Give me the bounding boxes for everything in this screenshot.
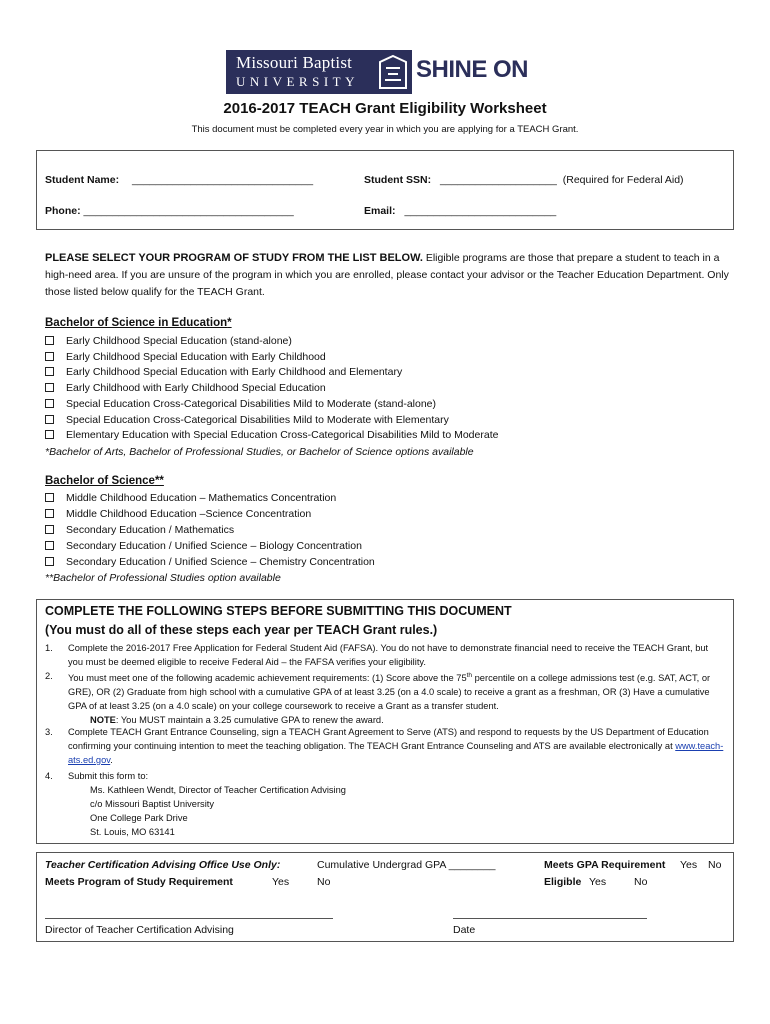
date-label: Date	[453, 924, 476, 936]
option-label: Early Childhood with Early Childhood Special Education	[66, 382, 326, 394]
program-option[interactable]	[45, 429, 498, 441]
note-text: : You MUST maintain a 3.25 cumulative GPA to renew the award.	[115, 715, 384, 726]
address-line: c/o Missouri Baptist University	[90, 799, 214, 809]
step-number: 2.	[45, 671, 53, 681]
logo-tagline: SHINE ON	[416, 56, 529, 83]
office-use-label: Teacher Certification Advising Office Use Only:	[45, 859, 281, 871]
step-text	[68, 725, 725, 767]
step-text: Submit this form to:	[68, 771, 149, 781]
option-label: Secondary Education / Unified Science – Chemistry Concentration	[66, 556, 375, 568]
eligible-label: Eligible	[544, 876, 582, 888]
address-line: One College Park Drive	[90, 813, 188, 823]
bse-heading	[45, 317, 232, 329]
bs-note: **Bachelor of Professional Studies option available	[45, 572, 281, 584]
program-option[interactable]	[45, 492, 336, 504]
checkbox[interactable]	[45, 557, 54, 566]
option-label: Early Childhood Special Education (stand-alone)	[66, 335, 292, 347]
checkbox[interactable]	[45, 336, 54, 345]
program-no[interactable]: No	[317, 876, 331, 888]
option-label: Middle Childhood Education – Mathematics Concentration	[66, 492, 337, 504]
option-label: Special Education Cross-Categorical Disabilities Mild to Moderate with Elementary	[66, 414, 449, 426]
program-option[interactable]	[45, 351, 326, 363]
option-label: Special Education Cross-Categorical Disabilities Mild to Moderate (stand-alone)	[66, 398, 437, 410]
program-option[interactable]	[45, 556, 375, 568]
step-3	[45, 725, 725, 767]
phone-label: Phone:	[45, 205, 81, 217]
logo-line1: Missouri Baptist	[236, 53, 353, 72]
program-option[interactable]	[45, 540, 362, 552]
student-ssn-label: Student SSN:	[364, 174, 432, 186]
checkbox[interactable]	[45, 367, 54, 376]
checkbox[interactable]	[45, 541, 54, 550]
teach-ats-link[interactable]: www.teach-ats.ed.gov	[68, 741, 724, 765]
step-4	[45, 769, 725, 783]
option-label: Elementary Education with Special Education Cross-Categorical Disabilities Mild to Moderate	[66, 429, 499, 441]
page-title: 2016-2017 TEACH Grant Eligibility Worksheet	[223, 100, 547, 117]
gpa-field[interactable]: Cumulative Undergrad GPA ________	[317, 859, 496, 871]
student-ssn-row	[364, 174, 684, 186]
bse-heading-star: *	[227, 317, 232, 329]
bse-note: *Bachelor of Arts, Bachelor of Professional Studies, or Bachelor of Science options available	[45, 446, 474, 458]
program-option[interactable]	[45, 414, 449, 426]
phone-field[interactable]: ____________________________________	[83, 205, 294, 217]
logo-line2: UNIVERSITY	[236, 74, 359, 89]
student-name-row	[45, 174, 313, 186]
checkbox[interactable]	[45, 525, 54, 534]
ssn-note: (Required for Federal Aid)	[562, 174, 684, 186]
step-2-part-a: You must meet one of the following academic achievement requirements: (1) Score above the 75	[68, 673, 467, 684]
program-yes[interactable]: Yes	[272, 876, 290, 888]
option-label: Early Childhood Special Education with Early Childhood and Elementary	[66, 366, 403, 378]
steps-heading: COMPLETE THE FOLLOWING STEPS BEFORE SUBMITTING THIS DOCUMENT	[45, 604, 512, 618]
option-label: Secondary Education / Unified Science – Biology Concentration	[66, 540, 362, 552]
phone-row	[45, 205, 294, 217]
student-name-label: Student Name:	[45, 174, 120, 186]
program-option[interactable]	[45, 382, 326, 394]
director-signature-line[interactable]	[45, 918, 333, 919]
option-label: Early Childhood Special Education with Early Childhood	[66, 351, 326, 363]
option-label: Middle Childhood Education –Science Concentration	[66, 508, 312, 520]
page-subtitle: This document must be completed every year in which you are applying for a TEACH Grant.	[191, 124, 579, 135]
student-info-box	[36, 150, 734, 230]
checkbox[interactable]	[45, 383, 54, 392]
program-instructions	[45, 250, 730, 301]
gpa-no[interactable]: No	[708, 859, 722, 871]
step-number: 1.	[45, 643, 53, 653]
step-2	[45, 669, 725, 727]
university-logo	[226, 50, 546, 94]
checkbox[interactable]	[45, 415, 54, 424]
step-1	[45, 641, 725, 669]
step-number: 3.	[45, 727, 53, 737]
steps-subheading: (You must do all of these steps each year per TEACH Grant rules.)	[45, 623, 438, 637]
step-text: Complete the 2016-2017 Free Application for Federal Student Aid (FAFSA). You do not have to demonstrate financial need to receive the TEACH Grant, but you must be deemed eligible to receive Federal Aid – the FAFSA verifies your eligibility.	[68, 643, 709, 667]
checkbox[interactable]	[45, 493, 54, 502]
address-line: St. Louis, MO 63141	[90, 827, 175, 837]
student-name-field[interactable]: _______________________________	[132, 174, 314, 186]
email-label: Email:	[364, 205, 396, 217]
program-option[interactable]	[45, 366, 402, 378]
superscript: th	[466, 672, 473, 679]
address-line: Ms. Kathleen Wendt, Director of Teacher Certification Advising	[90, 785, 346, 795]
step-number: 4.	[45, 771, 53, 781]
eligible-no[interactable]: No	[634, 876, 648, 888]
director-signature-label: Director of Teacher Certification Advising	[45, 924, 234, 936]
checkbox[interactable]	[45, 352, 54, 361]
program-option[interactable]	[45, 508, 311, 520]
note-label: NOTE	[90, 715, 116, 726]
instructions-text: Eligible programs are those that prepare a student to teach in a high-need area. If you are unsure of the program in which you are enrolled, please contact your advisor or the Teacher Education Department. Only those listed below qualify for the TEACH Grant.	[45, 252, 729, 298]
step-3-text: Complete TEACH Grant Entrance Counseling, sign a TEACH Grant Agreement to Serve (ATS) and respond to requests by the US Department of Education confirming your continuing intention to meet the teaching obligation. The TEACH Grant Entrance Counseling and ATS are available electronically at	[68, 727, 709, 751]
logo-panel	[226, 50, 412, 94]
program-requirement-label: Meets Program of Study Requirement	[45, 876, 233, 888]
program-option[interactable]	[45, 524, 234, 536]
bs-heading-text: Bachelor of Science	[45, 475, 155, 487]
bse-heading-text: Bachelor of Science in Education	[45, 317, 228, 329]
date-signature-line[interactable]	[453, 918, 647, 919]
eligible-yes[interactable]: Yes	[589, 876, 607, 888]
bs-heading-star: **	[154, 475, 164, 487]
lighthouse-icon	[376, 54, 410, 90]
checkbox[interactable]	[45, 399, 54, 408]
step-text	[68, 669, 725, 713]
email-field[interactable]: __________________________	[404, 205, 557, 217]
step-2-part-b: percentile on a college admissions test (e.g. SAT, ACT, or GRE), OR (2) Graduate from high school with a cumulative GPA of at least 3.25 (on a 4.0 scale) to receive a grant as a freshman, OR (3) Have a cumulative GPA of at least 3.25 (on a 4.0 scale) on your college coursework to receive a Grant as a transfer student.	[68, 673, 711, 712]
checkbox[interactable]	[45, 430, 54, 439]
gpa-requirement-label: Meets GPA Requirement	[544, 859, 666, 871]
gpa-yes[interactable]: Yes	[680, 859, 698, 871]
student-ssn-field[interactable]: ____________________	[440, 174, 557, 186]
bs-heading	[45, 475, 164, 487]
mailing-address	[90, 783, 346, 839]
option-label: Secondary Education / Mathematics	[66, 524, 235, 536]
program-option[interactable]	[45, 335, 292, 347]
checkbox[interactable]	[45, 509, 54, 518]
program-option[interactable]	[45, 398, 436, 410]
step-3-end: .	[110, 755, 113, 765]
instructions-heading: PLEASE SELECT YOUR PROGRAM OF STUDY FROM THE LIST BELOW.	[45, 252, 423, 264]
email-row	[364, 205, 556, 217]
